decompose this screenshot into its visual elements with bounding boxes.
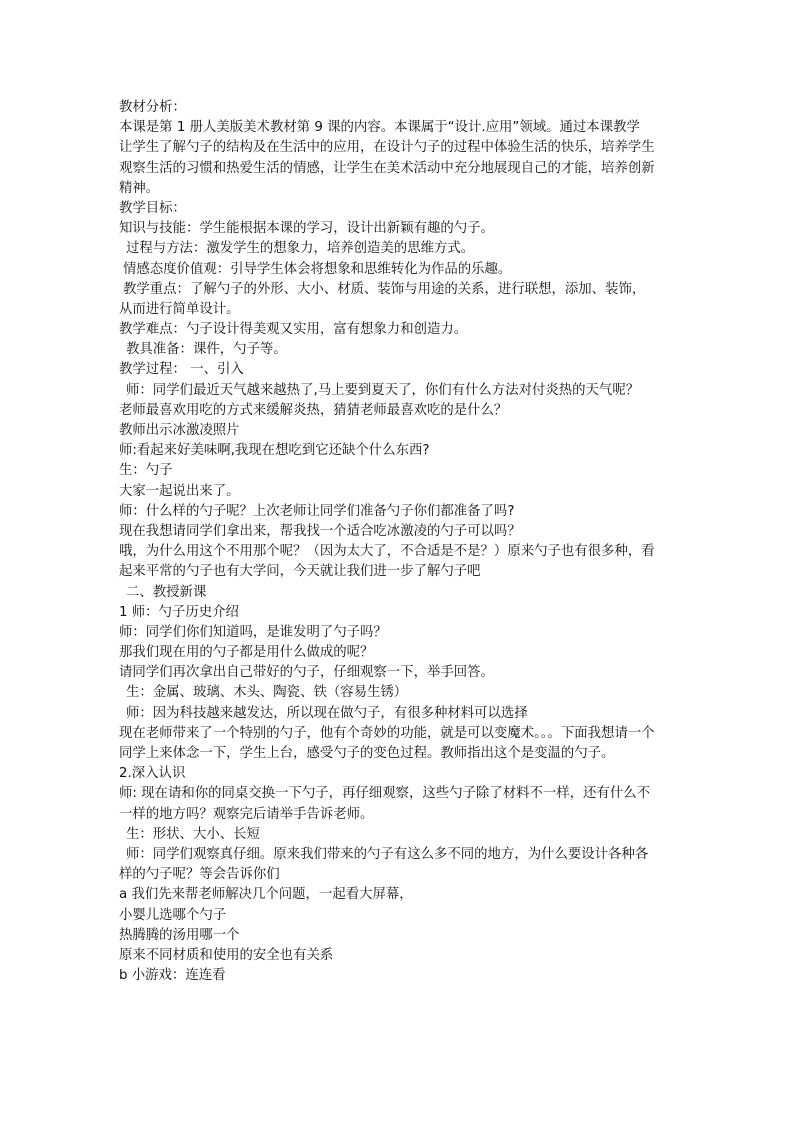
text-line: 哦，为什么用这个不用那个呢？（因为太大了，不合适是不是？）原来勺子也有很多种，看 — [119, 544, 655, 560]
text-line: 那我们现在用的勺子都是用什么做成的呢？ — [119, 645, 374, 661]
text-line: 请同学们再次拿出自己带好的勺子，仔细观察一下，举手回答。 — [119, 665, 494, 681]
text-line: 情感态度价值观：引导学生体会将想象和思维转化为作品的乐趣。 — [123, 261, 512, 277]
text-line: 精神。 — [119, 180, 160, 196]
text-line: 师：什么样的勺子呢？上次老师让同学们准备勺子你们都准备了吗? — [119, 503, 515, 519]
text-line: 现在老师带来了一个特别的勺子，他有个奇妙的功能，就是可以变魔术。。。下面我想请一个 — [119, 725, 655, 741]
text-line: 教学过程： 一、引入 — [119, 362, 244, 378]
text-line: 起来平常的勺子也有大学问，今天就让我们进一步了解勺子吧 — [119, 564, 481, 580]
text-line: 教学目标： — [119, 200, 186, 216]
text-line: 2.深入认识 — [119, 766, 186, 782]
text-line: 热腾腾的汤用哪一个 — [119, 927, 240, 943]
text-line: 老师最喜欢用吃的方式来缓解炎热，猜猜老师最喜欢吃的是什么？ — [119, 402, 508, 418]
text-line: 小婴儿选哪个勺子 — [119, 907, 227, 923]
text-line: 教具准备：课件，勺子等。 — [126, 342, 287, 358]
text-line: 样的勺子呢？等会告诉你们 — [119, 867, 280, 883]
text-line: 师：因为科技越来越发达，所以现在做勺子，有很多种材料可以选择 — [126, 705, 528, 721]
text-line: 让学生了解勺子的结构及在生活中的应用，在设计勺子的过程中体验生活的快乐，培养学生 — [119, 140, 655, 156]
text-line: 二、教授新课 — [126, 584, 207, 600]
text-line: 教学重点：了解勺子的外形、大小、材质、装饰与用途的关系，进行联想，添加、装饰， — [123, 281, 646, 297]
text-line: 大家一起说出来了。 — [119, 483, 240, 499]
text-line: 师：同学们你们知道吗，是谁发明了勺子吗？ — [119, 624, 387, 640]
text-line: 师: 现在请和你的同桌交换一下勺子，再仔细观察，这些勺子除了材料不一样，还有什么不 — [119, 786, 650, 802]
text-line: 本课是第 1 册人美版美术教材第 9 课的内容。本课属于“设计.应用”领域。通过本课教学 — [119, 120, 640, 136]
text-line: 同学上来体念一下，学生上台，感受勺子的变色过程。教师指出这个是变温的勺子。 — [119, 746, 615, 761]
text-line: 观察生活的习惯和热爱生活的情感，让学生在美术活动中充分地展现自己的才能，培养创新 — [119, 160, 655, 176]
text-line: 知识与技能：学生能根据本课的学习，设计出新颖有趣的勺子。 — [119, 221, 494, 237]
text-line: 教师出示冰激凌照片 — [119, 423, 240, 438]
text-line: 生：金属、玻璃、木头、陶瓷、铁（容易生锈） — [126, 685, 408, 701]
text-line: 从而进行简单设计。 — [119, 301, 240, 317]
text-line: 一样的地方吗？观察完后请举手告诉老师。 — [119, 806, 374, 822]
text-line: 现在我想请同学们拿出来，帮我找一个适合吃冰激凌的勺子可以吗？ — [119, 523, 521, 539]
text-line: 过程与方法：激发学生的想象力，培养创造美的思维方式。 — [126, 241, 475, 257]
text-line: 师:看起来好美味啊,我现在想吃到它还缺个什么东西? — [119, 443, 430, 459]
document-page — [119, 98, 679, 986]
text-line: b 小游戏：连连看 — [119, 968, 226, 984]
text-line: 原来不同材质和使用的安全也有关系 — [119, 947, 334, 963]
text-line: 师：同学们观察真仔细。原来我们带来的勺子有这么多不同的地方，为什么要设计各种各 — [126, 846, 649, 862]
text-line: 师：同学们最近天气越来越热了,马上要到夏天了，你们有什么方法对付炎热的天气呢？ — [126, 382, 640, 398]
text-line: 生：勺子 — [119, 463, 173, 479]
text-line: a 我们先来帮老师解决几个问题，一起看大屏幕， — [119, 887, 413, 903]
text-line: 生：形状、大小、长短 — [126, 826, 260, 842]
text-line: 教材分析： — [119, 100, 186, 115]
text-line: 1 师：勺子历史介绍 — [119, 604, 239, 620]
text-line: 教学难点：勺子设计得美观又实用，富有想象力和创造力。 — [119, 322, 468, 338]
